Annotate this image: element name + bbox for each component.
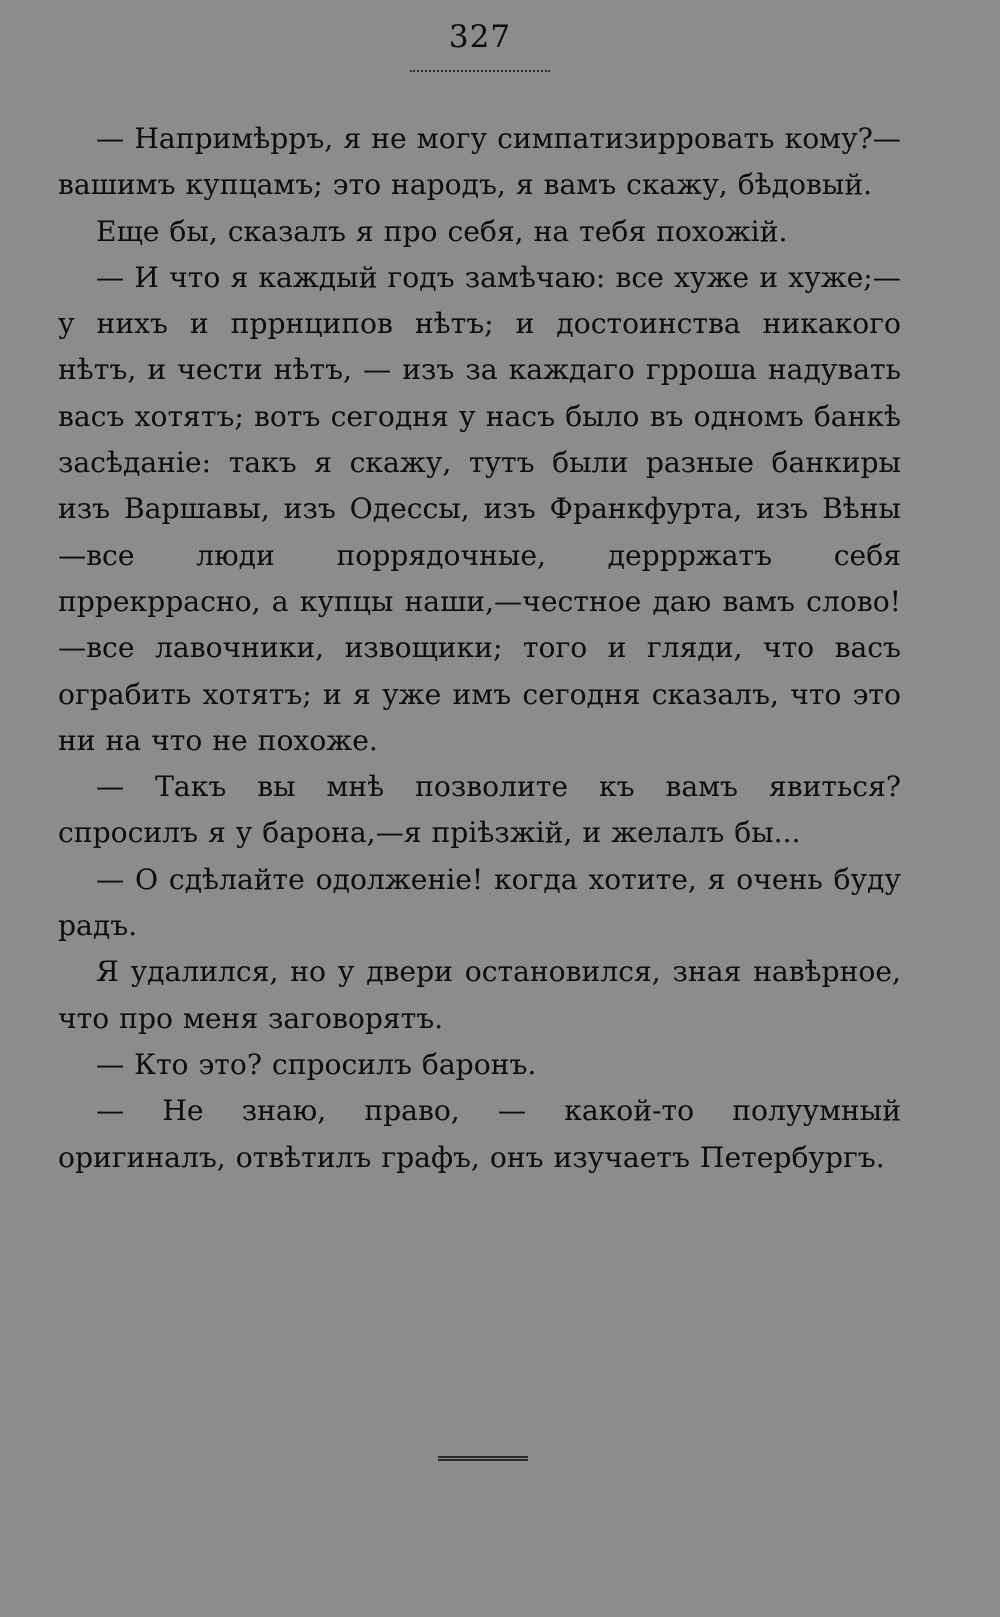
footer-rule <box>438 1456 528 1461</box>
header-rule <box>410 70 550 72</box>
paragraph: — О сдѣлайте одолженіе! когда хотите, я очень буду радъ. <box>58 862 901 943</box>
paragraph: Я удалился, но у двери остановился, зная навѣрное, что про меня заговорятъ. <box>58 955 901 1035</box>
paragraph: — Кто это? спросилъ баронъ. <box>96 1047 537 1081</box>
page-text <box>58 116 901 1181</box>
paragraph: — И что я каждый годъ замѣчаю: все хуже и хуже;—у нихъ и пррнципов нѣтъ; и достоинства никакого нѣтъ, и чести нѣтъ, — изъ за каждаго грроша надувать васъ хотятъ; вотъ сегодня у насъ было въ одномъ банкѣ засѣданіе: такъ я скажу, тутъ были разные банкиры изъ Варшавы, изъ Одессы, изъ Франкфурта, изъ Вѣны—все люди поррядочные, деррржатъ себя пррекррасно, а купцы наши,—честное даю вамъ слово!—все лавочники, извощики; того и гляди, что васъ ограбить хотятъ; и я уже имъ сегодня сказалъ, что это ни на что не похоже. <box>58 260 901 757</box>
paragraph: Еще бы, сказалъ я про себя, на тебя похожій. <box>96 214 788 248</box>
paragraph: — Напримѣрръ, я не могу симпатизирровать кому?—вашимъ купцамъ; это народъ, я вамъ скажу, бѣдовый. <box>58 122 901 202</box>
page-number: 327 <box>448 19 512 55</box>
paragraph: — Не знаю, право, — какой-то полуумный оригиналъ, отвѣтилъ графъ, онъ изучаетъ Петербургъ. <box>58 1094 901 1174</box>
paragraph: — Такъ вы мнѣ позволите къ вамъ явиться? спросилъ я у барона,—я пріѣзжій, и желалъ бы... <box>58 770 901 850</box>
